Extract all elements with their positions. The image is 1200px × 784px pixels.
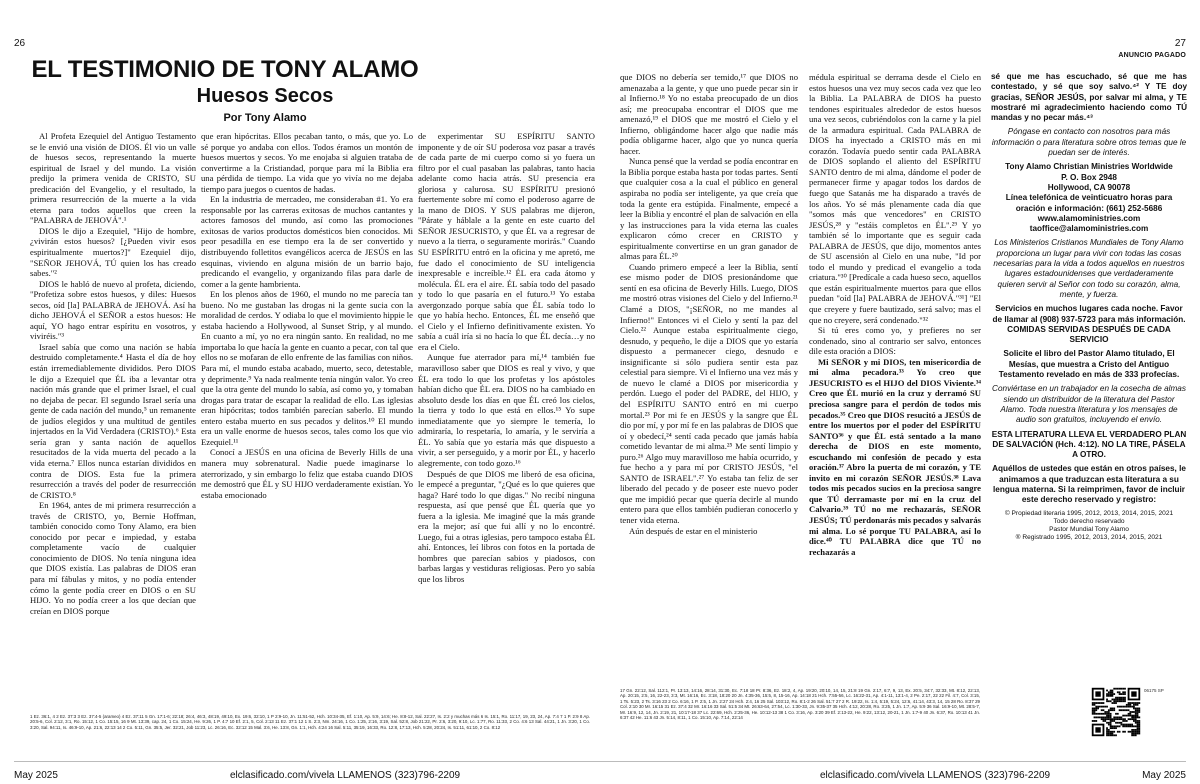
website-link[interactable]: www.alamoministries.com (1037, 213, 1141, 223)
paragraph: Aún después de estar en el ministerio (629, 525, 758, 536)
copyright: © Propiedad literaria 1995, 2012, 2013, 2014, 2015, 2021 (1004, 509, 1174, 517)
footer-date-left: May 2025 (14, 770, 58, 781)
org-name: Tony Alamo Christian Ministries Worldwide (1005, 162, 1173, 172)
article-column-4 (620, 72, 798, 682)
services-info: Servicios en muchos lugares cada noche. Favor de llamar al (908) 937-5723 para más información. COMIDAS SERVIDAS DESPUÉS DE CADA SERVICIO (992, 304, 1186, 345)
rights: Todo derecho reservado (1053, 517, 1125, 525)
email-link[interactable]: taoffice@alamoministries.com (1029, 224, 1149, 234)
paragraph: DIOS le dijo a Ezequiel, "Hijo de hombre, ¿vivirán estos huesos? [¿Pueden vivir esos espiritualmente muertos?]" Ezequiel dijo, "SEÑOR JEHOVÁ, TÚ quien los has creado sabes."² (30, 225, 196, 279)
side-code (1144, 688, 1182, 736)
paragraph: Después de que DIOS me liberó de esa oficina, le empecé a preguntar, "¿Qué es lo que quieres que haga? Haré todo lo que digas." No recibí ninguna respuesta, así que pensé que ÉL quería que yo fuera a la iglesia. Me imaginé que la más grande era la mejor; así que fui allí y no lo encontré. Luego, fui a otras iglesias, pero tampoco estaba ÉL ahí. Entonces, leí libros con fotos en la portada de hombres que parecían sabios y piadosos, con barbas largas y vestiduras religiosas. Pero yo sabía que los libros (418, 468, 595, 584)
paragraph: que eran hipócritas. Ellos pecaban tanto, o más, que yo. Lo sé porque yo andaba con ellos. Todos éramos un montón de huesos muertos y secos. Yo me enojaba si alguien trataba de convertirme a la Cristiandad, porque para mí la Biblia era una pérdida de tiempo. La vida que yo vivía no me dejaba tiempo para juegos o cuentos de hadas. (201, 131, 413, 194)
paragraph: En la industria de mercadeo, me consideraban #1. Yo era responsable por las carreras exitosas de muchos cantantes y actores famosos del mundo, así como las promociones exitosas de varios productos domésticos bien conocidos. Mi peor pesadilla en ese tiempo era la de ser convertido y distribuyendo folletitos evangélicos acerca de JESÚS en las esquinas, viviendo en alguna misión de un barrio bajo, predicando el evangelio, y organizando filas para darle de comer a la gente hambrienta. (201, 194, 413, 289)
page-number-right: 27 (1174, 38, 1186, 49)
paid-ad-badge: ANUNCIO PAGADO (1118, 52, 1186, 59)
salvation-plan: ESTA LITERATURA LLEVA EL VERDADERO PLAN DE SALVACIÓN (Hch. 4:12). NO LA TIRE, PÁSELA A OTRO. (991, 429, 1187, 460)
article-column-3 (418, 131, 595, 704)
paragraph: DIOS le habló de nuevo al profeta, diciendo, "Profetiza sobre estos huesos, y diles: Huesos secos, oíd [la] PALABRA de JEHOVÁ. Así ha dicho JEHOVÁ el SEÑOR a estos huesos: He aquí, YO hago entrar espíritu en vosotros, y viviréis."³ (30, 278, 196, 342)
po-box: P. O. Box 2948 (1061, 172, 1117, 182)
qr-code-icon[interactable] (1090, 686, 1142, 738)
book-offer: Solicite el libro del Pastor Alamo titulado, El Mesías, que muestra a Cristo del Antiguo Testamento revelado en más de 333 profecías. (998, 349, 1180, 380)
city: Hollywood, CA 90078 (1047, 182, 1131, 192)
sidebar (991, 72, 1187, 682)
paragraph: Nunca pensé que la verdad se podía encontrar en la Biblia porque estaba hasta por todas partes. Sentí que cualquier cosa a la cual el público en general aspiraba no podía ser inteligente, ya que creía que toda la gente era estúpida. Finalmente, empecé a leer la Biblia y encontré el plan de salvación en ella y las instrucciones para la vida eterna las cuales explicaron cómo crecer en CRISTO y espiritualmente convertirse en un gran ganador de almas para ÉL.²⁰ (620, 156, 798, 262)
side-code-text: 06175 SP (1144, 688, 1164, 693)
article-column-1 (30, 131, 196, 704)
footnotes-right: 17 Gn. 22:12, Sal. 112:1, Pr. 13:13, 14:16, 28:14, 31:30, Ec. 7:18 18 Pr. 8:36, Ez. 18:2, 4, Ap. 19:20, 20:10, 14, 15, 21:8 19 Gn. 2:17, 6:7, 9, 13, Ex. 20:5, 34:7, 32:33, Mt. 8:12, 22:13, Ap. 20:15, 2:5, 16, 22-23, 3:3, Mt. 16:16, Ec. 3:18, 18:20 20 Jn. 4:35-36, 15:5, 8, 15-16, Ap. 14:18 21 Hch. 7:55-56, Lc. 16:22-31, Ap. 4:1-11, 13:1-4, 2 Pe. 2:17, 22 22 Fil. 4:7, Col. 3:15, 1 Ts. 5:23, 2 Ts. 3:16 23 2 Co. 6:16, 1 P. 2:5, 1 Jn. 2:27 24 Hch. 2:4, 16 25 Sal. 103:12, Ro. 8:1-2 26 Sal. 51:7 27 2 R. 19:22, Is. 1:4, 5:19, 5:24, 12:6, 41:14, 43:3, 14, 15 28 Ro. 8:37 29 Col. 2:10 30 Mr. 16:15 31 Ez. 37:4 32 Mr. 16:16 33 Sal. 51:5 34 Mt. 26:63-64, 27:54, Lc. 1:30-33, Jn. 9:35-37 35 Hch. 4:12, 20:28, Ro. 3:25, 1 Jn. 1:7, Ap. 5:9 36 Sal. 16:9-10, Mt. 28:5-7, Mr. 16:9, 12, 14, Jn. 2:19, 21, 10:17-18 37 Lc. 22:69, Hch. 2:25-36, He. 10:12-13 38 1 Co. 3:16, Ap. 3:20 39 Ef. 2:13-22, He. 9:22, 13:12, 20-21, 1 Jn. 1:7-9 40 Jn. 6:37, Ro. 10:13 41 Jn. 6:37 42 He. 11:6 43 Jn. 5:14, 8:11, 1 Co. 15:10, Ap. 7:14, 22:14 (620, 688, 980, 721)
worker-info: Conviértase en un trabajador en la cosecha de almas siendo un distribuidor de la literatura del Pastor Alamo. Toda nuestra literatura y los mensajes de audio son gratuitos, incluyendo el envío. (992, 384, 1186, 425)
paragraph: Israel sabía que como una nación se había destruido completamente.⁴ Hasta el día de hoy están irremediablemente divididos. Pero DIOS le dijo a Ezequiel que ÉL iba a levantar otra nación más grande que el primer Israel, el cual no dejaba de pecar. El segundo Israel sería una gente de cada nación del mundo,⁵ un remanente de judíos elegidos y una multitud de gentiles injertados en la Vid Verdadera (CRISTO).⁶ Esta sería gran y santa nación de aquellos resucitados de la vida muerta del pecado a la vida eterna.⁷ Ellos nunca estarían divididos en contra de DIOS. Esta fue la primera resurrección a través del poder de resurrección de CRISTO.⁸ (30, 341, 196, 500)
phone-line: Línea telefónica de veinticuatro horas para oración e información: (661) 252-5686 (1005, 193, 1173, 213)
footer-rule (14, 761, 1186, 762)
article-header (30, 56, 420, 126)
paragraph: médula espiritual se derrama desde el Cielo en estos huesos una vez muy secos cada vez que leo la Biblia. La PALABRA de DIOS ha puesto tendones espirituales alrededor de estos huesos una vez secos, cubriéndolos con la carne y la piel de la armadura espiritual. Cada PALABRA de DIOS ha inyectado a CRISTO más en mi corazón. Todavía puedo sentir cada PALABRA de DIOS soplando el aliento del ESPÍRITU SANTO dentro de mi alma, dándome el poder de permanecer firme y apagar todos los dardos de fuego que Satanás me ha disparado a través de los años. Yo sé más plenamente cada día que "somos más que vencedores" en CRISTO JESÚS,²⁸ y "estáis completos en ÉL".²⁹ Y yo también sé lo importante que es seguir cada PALABRA de JESÚS, que dijo, momentos antes de SU ascensión al Cielo en una nube, "Id por todo el mundo y predicad el evangelio a toda criatura."³⁰ [Predícale a cada hueso seco, aquellos que están espiritualmente muertos para que ellos puedan "oíd [la] PALABRA de JEHOVÁ."³¹] "El que creyere y fuere bautizado, será salvo; mas el que no creyere, será condenado."³² (809, 72, 981, 325)
footer-date-right: May 2025 (1142, 770, 1186, 781)
paragraph: En los plenos años de 1960, el mundo no me parecía tan bueno. No me gustaban las drogas ni la gente sucia con la moralidad de cerdos. Y odiaba lo que el movimiento hippie le estaba haciendo a Hollywood, al Sunset Strip, y al mundo. En cuanto a mí, yo no era ningún santo. En realidad, no me importaba lo que hacía la gente en cuanto a pecar, con tal que ellos no se mofaran de ello enfrente de las familias con niños. Para mí, el mundo estaba acabado, muerto, seco, detestable, y deprimente.⁹ Ya nada realmente tenía ningún valor. Yo creo que la otra gente del mundo lo sabía, así como yo, y tomaban drogas para tratar de escapar la realidad de ello. Las iglesias eran hipócritas; todos también parecían saberlo. El mundo entero estaba muerto en sus pecados y delitos.¹⁰ El mundo era un valle enorme de huesos secos, tales como los que vio Ezequiel.¹¹ (201, 289, 413, 447)
prayer-ending: sé que me has escuchado, sé que me has contestado, y sé que soy salvo.⁴² Y TE doy gracias, SEÑOR JESÚS, por salvar mi alma, y TE mostraré mi agradecimiento haciendo como TÚ mandas y no pecar más.⁴³ (991, 72, 1187, 123)
translate-note: Aquéllos de ustedes que están en otros países, le animamos a que traduzcan esta literatura a su lengua materna. Si la reimprimen, favor de incluir este derecho reservado y registro: (992, 464, 1186, 505)
paragraph: que DIOS no debería ser temido,¹⁷ que DIOS no amenazaba a la gente, y que uno puede pecar sin ir al Infierno.¹⁸ Yo no estaba preocupado de un dios así; me preocupaba encontrar el DIOS que me amenazó,¹⁹ el DIOS que me mostró el Cielo y el Infierno, obligándome hacer algo que nadie más podía obligarme hacer, algo que yo nunca quería hacer. (620, 72, 798, 156)
footer-site-left[interactable]: elclasificado.com/vivela LLAMENOS (323)796-2209 (230, 770, 461, 781)
shelter-info: Los Ministerios Cristianos Mundiales de Tony Alamo proporciona un lugar para vivir con todas las cosas necesarias para la vida a todos aquellos en nuestros lugares estadounidenses que verdaderamente quieren servir al Señor con todo su corazón, alma, mente, y fuerza. (993, 238, 1185, 299)
registered: ® Registrado 1995, 2012, 2013, 2014, 2015, 2021 (1015, 533, 1163, 541)
paragraph: Al Profeta Ezequiel del Antiguo Testamento se le envió una visión de DIOS. Él vio un valle de huesos secos, representando la muerte espiritual de Israel y del mundo. La visión predijo la primera venida de CRISTO, SU predicación del Evangelio, y el resultado, la primera resurrección de la muerte a la vida eterna para todos aquellos que creen la "PALABRA de JEHOVÁ".¹ (30, 131, 196, 226)
footer-site-right[interactable]: elclasificado.com/vivela LLAMENOS (323)796-2209 (820, 770, 1051, 781)
article-subtitle: Huesos Secos (196, 85, 334, 107)
paragraph: Conocí a JESÚS en una oficina de Beverly Hills de una manera muy sobrenatural. Nadie puede imaginarse lo aterrorizado, y sin embargo lo feliz que estaba cuando DIOS me demostró que ÉL y SU HIJO verdaderamente existían. Yo estaba emocionado (201, 447, 413, 500)
article-column-2 (201, 131, 413, 704)
pastor: Pastor Mundial Tony Alamo (1049, 525, 1129, 533)
article-byline: Por Tony Alamo (223, 112, 307, 124)
article-column-5 (809, 72, 981, 682)
footnotes-left: 1 Ez. 36:1, 4 2 Ez. 37:3 3 Ez. 37:4-5 (arameo) 4 Ez. 37:11 5 Gn. 17:1-6; 22:18; 26:4, 46:3, 48:19, 49:10, Ex. 19:6, 32:10, 1 P 2:9-10, Jn. 11:51-52, Hch. 10:34-35, Ef. 1:10, Ap. 5:9, 14:6; He. 8:8-12, Sal. 22:27, Is. 2:2 y muchas más 6 Is. 15:1, Ro. 11:17, 19, 23, 24, Ap. 7:4 7 1 P. 2:9 8 Ap. 20:5-6, Col. 2:12, 3:1, Ro. 15:12, 1 Co. 15:15, 16 9 Mt. 13:39, cap. 24, 1 Co. 15:24, He. 9:26, 1 P. 4:7 10 Ef. 2:1, 5, Col. 2:13 11 Ez. 37:1 12 1 S. 2:3, Nm. 24:16, 1 Co. 1:25, 2:16, 3:19, Sal. 52:8, Job 21:22, Pr. 2:6, 3:20, 9:10, Lc. 1:77, Ro. 11:33, 2 Co. 4:6 13 Sal. 44:21, 1 Jn. 3:20, 1 Co. 3:20, Sal. 94:11, Is. 46:9-10, Ap. 21:6, 22:13 14 2 Co. 5:11, Gn. 35:5, Jer. 32:21, Job 11:23, Lc. 26:16, Ec. 32:12 15 Mal. 3:6, He. 13:8, Gn. 1:1, Hch. 4:24 16 Sal. 5:11, 35:19, 16:33, Ro. 12:8, 17:13, Hch. 5:28, 20:24, Is. 51:11, 61:10, 2 Co. 8:12 (30, 714, 590, 730)
paragraph: En 1964, antes de mi primera resurrección a través de CRISTO, yo, Bernie Hoffman, también conocido como Tony Alamo, era bien conocido por pecar e impiedad, y estaba completamente vacío de cualquier conocimiento de DIOS. No tenía ninguna idea que DIOS existía. Las palabras de DIOS eran para mí fábulas y mitos, y no podía entender cómo la gente podía creer en DIOS o en SU HIJO. Yo no podía creer a los que decían que creían en DIOS porque (30, 500, 196, 616)
paragraph: Cuando primero empecé a leer la Biblia, sentí ese mismo poder de DIOS presionándome que sentí en esa oficina de Beverly Hills. Luego, DIOS me mostró otras visiones del Cielo y del Infierno.²¹ Clamé a DIOS, "¡SEÑOR, no me mandes al Infierno!" Entonces vi el Cielo y sentí la paz del Cielo.²² Aunque estaba espiritualmente ciego, desnudo, y pequeño, le dije a DIOS que yo estaría dispuesto a permanecer ciego, desnudo e insignificante si sólo pudiera sentir esta paz celestial para siempre. Vi el Infierno una vez más y de nuevo le clamé a DIOS por misericordia y perdón. Luego el poder del PADRE, del HIJO, y del ESPÍRITU SANTO entró en mi cuerpo mortal.²³ Por mi fe en JESÚS y la sangre que ÉL dio por mí, y por mí fe en las palabras de DIOS que oí y obedecí,²⁴ sentí cada pecado que jamás había cometido levantar de mi alma.²⁵ Me sentí limpio y puro.²⁶ Algo muy maravilloso me había ocurrido, y fue hecho a y para mí por CRISTO JESÚS, "el SANTO de ISRAEL".²⁷ Yo estaba tan feliz de ser liberado del pecado y de poseer este nuevo poder que me impidió pecar que quería decirle al mundo entero para que ellos también pudieran conocerlo y tener vida eterna. (620, 261, 798, 525)
paragraph: de experimentar SU ESPÍRITU SANTO imponente y de oír SU poderosa voz pasar a través de cada parte de mi cuerpo como si yo fuera un filtro por el cual pasaban las palabras, tanto hacia adelante como hacia atrás. SU presencia era gloriosa y calurosa. SU ESPÍRITU presionó fuertemente sobre mí como el poderoso agarre de la mano de DIOS. Y SUS palabras me dijeron, "Párate y háblale a la gente en este cuarto del SEÑOR JESUCRISTO, y que ÉL va a regresar de nuevo a la tierra, o seguramente morirás." Cuando SU ESPÍRITU entró en la oficina y me apretó, me fue dado el conocimiento de SU inteligencia inexpresable e increíble.¹² ÉL era cada átomo y molécula. ÉL era el aire. ÉL sabía todo del pasado y todo lo que pasaría en el futuro.¹³ Yo estaba avergonzado porque sabía que ÉL sabía todo lo que yo había hecho. Entonces, ÉL me enseñó que el Cielo y el Infierno definitivamente existen. Yo sabía a cuál iría si no hacía lo que ÉL decía…y no era el Cielo. (418, 131, 595, 352)
contact-intro: Póngase en contacto con nosotros para más información o para literatura sobre otros temas que le puedan ser de interés. (991, 127, 1187, 158)
paragraph: Aunque fue aterrador para mí,¹⁴ también fue maravilloso saber que DIOS es real y vivo, y que ÉL era todo lo que los profetas y los apóstoles habían dicho que ÉL era. DIOS no ha cambiado en absoluto desde los días en que ÉL creó los cielos, la tierra y todo lo que está en ellos.¹⁵ Yo supe inmediatamente que yo siempre le temería, lo admiraría, lo respetaría, lo amaría, y le serviría a ÉL. Yo sabía que yo estaría más que dispuesto a vivir, a ser perseguido, y a morir por ÉL, y hacerlo alegremente, con todo gozo.¹⁶ (418, 352, 595, 468)
prayer-text: Mi SEÑOR y mi DIOS, ten misericordia de mi alma pecadora.³³ Yo creo que JESUCRISTO es el HIJO del DIOS Viviente.³⁴ Creo que ÉL murió en la cruz y derramó SU preciosa sangre para el perdón de todos mis pecados.³⁵ Creo que DIOS resucitó a JESÚS de entre los muertos por el poder del ESPÍRITU SANTO³⁶ y que ÉL está sentado a la mano derecha de DIOS en este momento, escuchando mi confesión de pecado y esta oración.³⁷ Abro la puerta de mi corazón, y TE invito en mi corazón SEÑOR JESÚS.³⁸ Lava todos mis pecados sucios en la preciosa sangre que TÚ derramaste por mí en la cruz del Calvario.³⁹ TÚ no me rechazarás, SEÑOR JESÚS; TÚ perdonarás mis pecados y salvarás mi alma. Lo sé porque TU PALABRA, así lo dice.⁴⁰ TU PALABRA dice que TÚ no rechazarás a (809, 356, 981, 557)
paragraph: Si tú eres como yo, y prefieres no ser condenado, sino al contrario ser salvo, entonces dile esta oración a DIOS: (809, 325, 981, 357)
article-title: EL TESTIMONIO DE TONY ALAMO (31, 56, 419, 83)
page-number-left: 26 (14, 38, 26, 49)
